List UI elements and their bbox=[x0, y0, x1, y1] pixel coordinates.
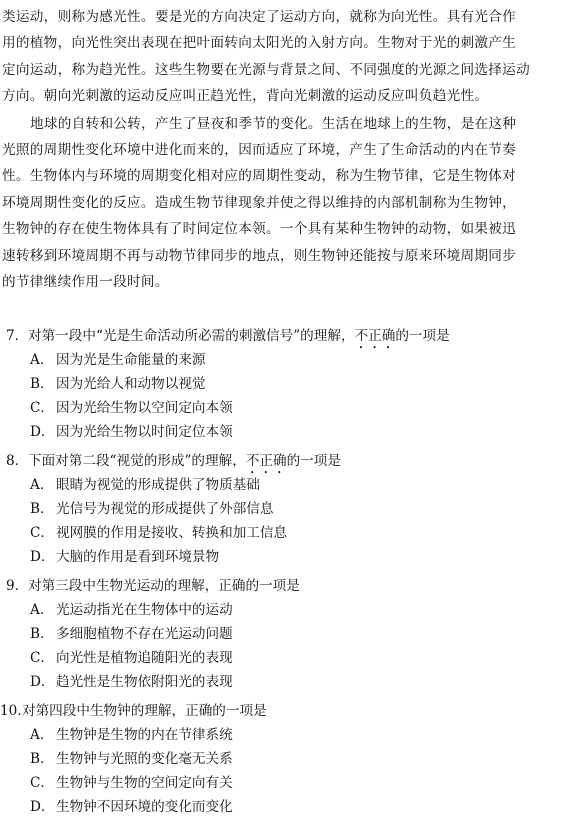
option-text: 因为光给生物以时间定位本领 bbox=[56, 424, 233, 440]
option-letter: D． bbox=[30, 674, 55, 690]
option-letter: B． bbox=[30, 751, 54, 767]
question-stem-text: 对第一段中“光是生命活动所必需的刺激信号”的理解， bbox=[28, 328, 355, 344]
question-7 bbox=[0, 324, 588, 444]
passage-line: 地球的自转和公转，产生了昼夜和季节的变化。生活在地球上的生物，是在这种 bbox=[30, 115, 517, 132]
question-8 bbox=[0, 449, 588, 569]
passage-paragraph-4 bbox=[2, 111, 584, 296]
option-letter: B． bbox=[30, 376, 54, 392]
option-letter: B． bbox=[30, 626, 54, 642]
question-number: 7． bbox=[6, 328, 29, 344]
question-stem bbox=[0, 449, 588, 473]
passage-line: 光照的周期性变化环境中进化而来的，因而适应了环境，产生了生命活动的内在节奏 bbox=[2, 142, 517, 159]
answer-option-b[interactable] bbox=[0, 747, 588, 771]
option-text: 因为光给人和动物以视觉 bbox=[56, 376, 206, 392]
answer-option-b[interactable] bbox=[0, 372, 588, 396]
option-text: 生物钟与光照的变化毫无关系 bbox=[56, 751, 233, 767]
option-text: 光信号为视觉的形成提供了外部信息 bbox=[56, 501, 274, 517]
passage-line: 生物钟的存在使生物体具有了时间定位本领。一个具有某种生物钟的动物，如果被迅 bbox=[2, 221, 517, 238]
answer-option-d[interactable] bbox=[0, 670, 588, 694]
question-stem-text: 下面对第二段“视觉的形成”的理解， bbox=[28, 453, 246, 469]
answer-option-b[interactable] bbox=[0, 622, 588, 646]
passage-paragraph-3 bbox=[2, 4, 584, 110]
question-stem-text: 对第三段中生物光运动的理解，正确的一项是 bbox=[28, 578, 300, 594]
option-text: 生物钟是生物的内在节律系统 bbox=[56, 727, 233, 743]
question-number: 9． bbox=[6, 578, 29, 594]
question-list bbox=[0, 324, 588, 819]
option-letter: B． bbox=[30, 501, 54, 517]
question-stem-text: 对第四段中生物钟的理解，正确的一项是 bbox=[22, 703, 267, 719]
question-stem bbox=[0, 699, 588, 723]
option-letter: A． bbox=[30, 602, 54, 618]
option-text: 光运动指光在生物体中的运动 bbox=[56, 602, 233, 618]
option-letter: D． bbox=[30, 549, 55, 565]
option-letter: C． bbox=[30, 400, 54, 416]
question-9 bbox=[0, 574, 588, 694]
passage-line: 性。生物体内与环境的周期变化相对应的周期性变动，称为生物节律，它是生物体对 bbox=[2, 168, 517, 185]
option-text: 生物钟与生物的空间定向有关 bbox=[56, 775, 233, 791]
answer-option-a[interactable] bbox=[0, 473, 588, 497]
option-text: 向光性是植物追随阳光的表现 bbox=[56, 650, 233, 666]
passage-line: 用的植物，向光性突出表现在把叶面转向太阳光的入射方向。生物对于光的刺激产生 bbox=[2, 35, 517, 52]
question-stem bbox=[0, 574, 588, 598]
answer-option-c[interactable] bbox=[0, 396, 588, 420]
passage-line: 速转移到环境周期不再与动物节律同步的地点，则生物钟还能按与原来环境周期同步 bbox=[2, 247, 517, 264]
question-number: 8． bbox=[6, 453, 29, 469]
answer-option-d[interactable] bbox=[0, 795, 588, 819]
option-text: 趋光性是生物依附阳光的表现 bbox=[56, 674, 233, 690]
option-text: 因为光是生命能量的来源 bbox=[56, 352, 206, 368]
option-letter: D． bbox=[30, 799, 55, 815]
option-letter: A． bbox=[30, 352, 54, 368]
question-stem-tail: 的一项是 bbox=[395, 328, 450, 344]
question-emphasis: 不正确 bbox=[245, 453, 287, 469]
option-text: 眼睛为视觉的形成提供了物质基础 bbox=[56, 477, 260, 493]
question-10 bbox=[0, 699, 588, 819]
question-stem-tail: 的一项是 bbox=[286, 453, 341, 469]
answer-option-d[interactable] bbox=[0, 545, 588, 569]
question-stem bbox=[0, 324, 588, 348]
option-letter: D． bbox=[30, 424, 55, 440]
passage-line: 环境周期性变化的反应。造成生物节律现象并使之得以维持的内部机制称为生物钟， bbox=[2, 194, 517, 211]
passage-line: 方向。朝向光刺激的运动反应叫正趋光性，背向光刺激的运动反应叫负趋光性。 bbox=[2, 88, 489, 105]
answer-option-c[interactable] bbox=[0, 771, 588, 795]
answer-option-c[interactable] bbox=[0, 521, 588, 545]
option-letter: A． bbox=[30, 477, 54, 493]
option-letter: C． bbox=[30, 650, 54, 666]
option-text: 大脑的作用是看到环境景物 bbox=[56, 549, 220, 565]
question-emphasis: 不正确 bbox=[354, 328, 396, 344]
option-letter: A． bbox=[30, 727, 54, 743]
answer-option-a[interactable] bbox=[0, 348, 588, 372]
answer-option-a[interactable] bbox=[0, 723, 588, 747]
passage-line: 定向运动，称为趋光性。这些生物要在光源与背景之间、不同强度的光源之间选择运动 bbox=[2, 61, 530, 78]
passage-line: 的节律继续作用一段时间。 bbox=[2, 274, 169, 291]
option-letter: C． bbox=[30, 525, 54, 541]
option-text: 因为光给生物以空间定向本领 bbox=[56, 400, 233, 416]
answer-option-b[interactable] bbox=[0, 497, 588, 521]
answer-option-d[interactable] bbox=[0, 420, 588, 444]
option-text: 生物钟不因环境的变化而变化 bbox=[56, 799, 233, 815]
reading-passage bbox=[2, 4, 584, 295]
answer-option-a[interactable] bbox=[0, 598, 588, 622]
question-number: 10． bbox=[0, 703, 31, 719]
option-letter: C． bbox=[30, 775, 54, 791]
option-text: 多细胞植物不存在光运动问题 bbox=[56, 626, 233, 642]
answer-option-c[interactable] bbox=[0, 646, 588, 670]
passage-line: 类运动，则称为感光性。要是光的方向决定了运动方向，就称为向光性。具有光合作 bbox=[2, 9, 517, 25]
option-text: 视网膜的作用是接收、转换和加工信息 bbox=[56, 525, 288, 541]
